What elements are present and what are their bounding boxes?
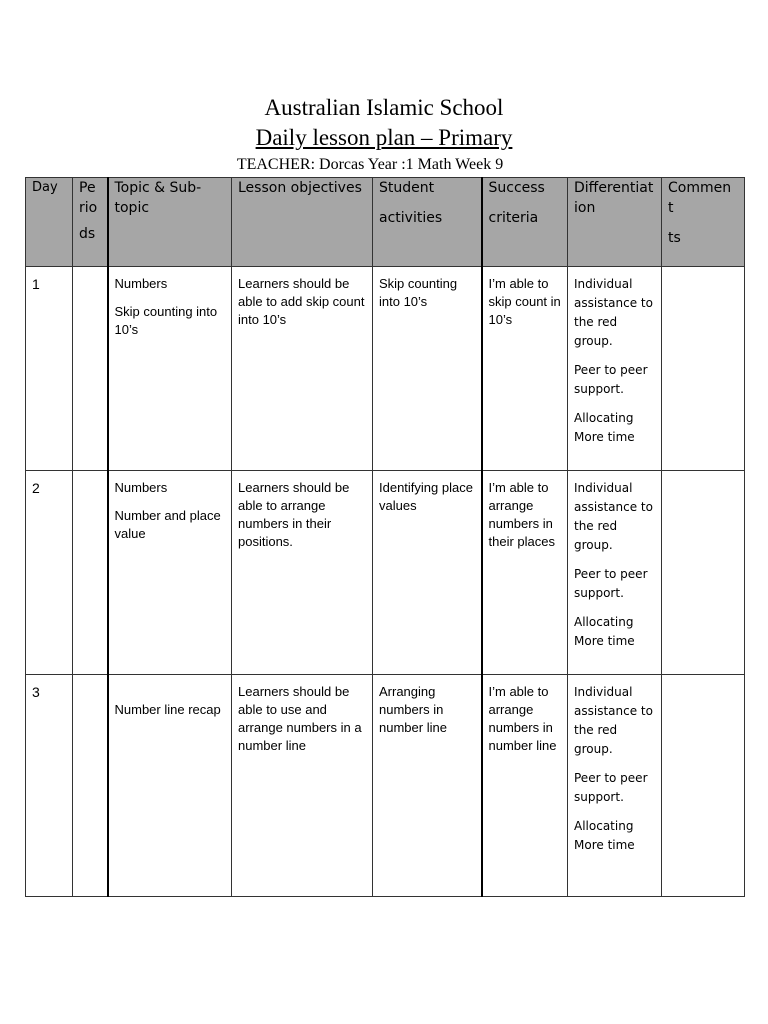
diff-item: Peer to peer support. <box>574 771 648 804</box>
diff-item: Peer to peer support. <box>574 567 648 600</box>
subtopic-text: Number and place value <box>114 508 221 541</box>
col-activities: Student activities <box>373 178 482 267</box>
topic-cell <box>108 267 232 471</box>
differentiation-cell <box>568 675 662 897</box>
teacher-line: TEACHER: Dorcas Year :1 Math Week 9 <box>236 156 504 173</box>
topic-text: Numbers <box>114 480 168 495</box>
diff-item: Allocating More time <box>574 819 635 852</box>
activities-cell: Arranging numbers in number line <box>373 675 482 897</box>
diff-item: Allocating More time <box>574 615 635 648</box>
diff-item: Peer to peer support. <box>574 363 648 396</box>
differentiation-cell <box>568 471 662 675</box>
col-comments: Commen t ts <box>662 178 745 267</box>
table-row <box>26 675 745 897</box>
lesson-plan-table <box>25 177 745 897</box>
col-criteria: Success criteria <box>482 178 568 267</box>
diff-item: Allocating More time <box>574 411 635 444</box>
topic-cell <box>108 471 232 675</box>
table-row <box>26 267 745 471</box>
activities-cell: Skip counting into 10’s <box>373 267 482 471</box>
col-periods: Pe rio ds <box>73 178 108 267</box>
differentiation-cell <box>568 267 662 471</box>
plan-title: Daily lesson plan – Primary <box>255 125 513 150</box>
objectives-cell: Learners should be able to use and arrange numbers in a number line <box>232 675 373 897</box>
objectives-cell: Learners should be able to arrange numbers in their positions. <box>232 471 373 675</box>
subtopic-text: Number line recap <box>114 702 221 717</box>
comments-cell <box>662 675 745 897</box>
school-name: Australian Islamic School <box>264 95 504 120</box>
topic-cell <box>108 675 232 897</box>
col-differentiation: Differentiation <box>568 178 662 267</box>
header-row <box>26 178 745 267</box>
day-number: 3 <box>26 675 73 897</box>
periods-cell <box>73 267 108 471</box>
diff-item: Individual assistance to the red group. <box>574 481 653 552</box>
activities-cell: Identifying place values <box>373 471 482 675</box>
diff-item: Individual assistance to the red group. <box>574 277 653 348</box>
col-topic: Topic & Sub-topic <box>108 178 232 267</box>
comments-cell <box>662 267 745 471</box>
criteria-cell: I’m able to skip count in 10’s <box>482 267 568 471</box>
periods-cell <box>73 675 108 897</box>
day-number: 1 <box>26 267 73 471</box>
criteria-cell: I’m able to arrange numbers in their places <box>482 471 568 675</box>
periods-cell <box>73 471 108 675</box>
subtopic-text: Skip counting into 10’s <box>114 304 218 337</box>
comments-cell <box>662 471 745 675</box>
table-row <box>26 471 745 675</box>
col-day: Day <box>26 178 73 267</box>
day-number: 2 <box>26 471 73 675</box>
topic-text: Numbers <box>114 276 168 291</box>
diff-item: Individual assistance to the red group. <box>574 685 653 756</box>
criteria-cell: I’m able to arrange numbers in number line <box>482 675 568 897</box>
objectives-cell: Learners should be able to add skip count into 10’s <box>232 267 373 471</box>
col-objectives: Lesson objectives <box>232 178 373 267</box>
